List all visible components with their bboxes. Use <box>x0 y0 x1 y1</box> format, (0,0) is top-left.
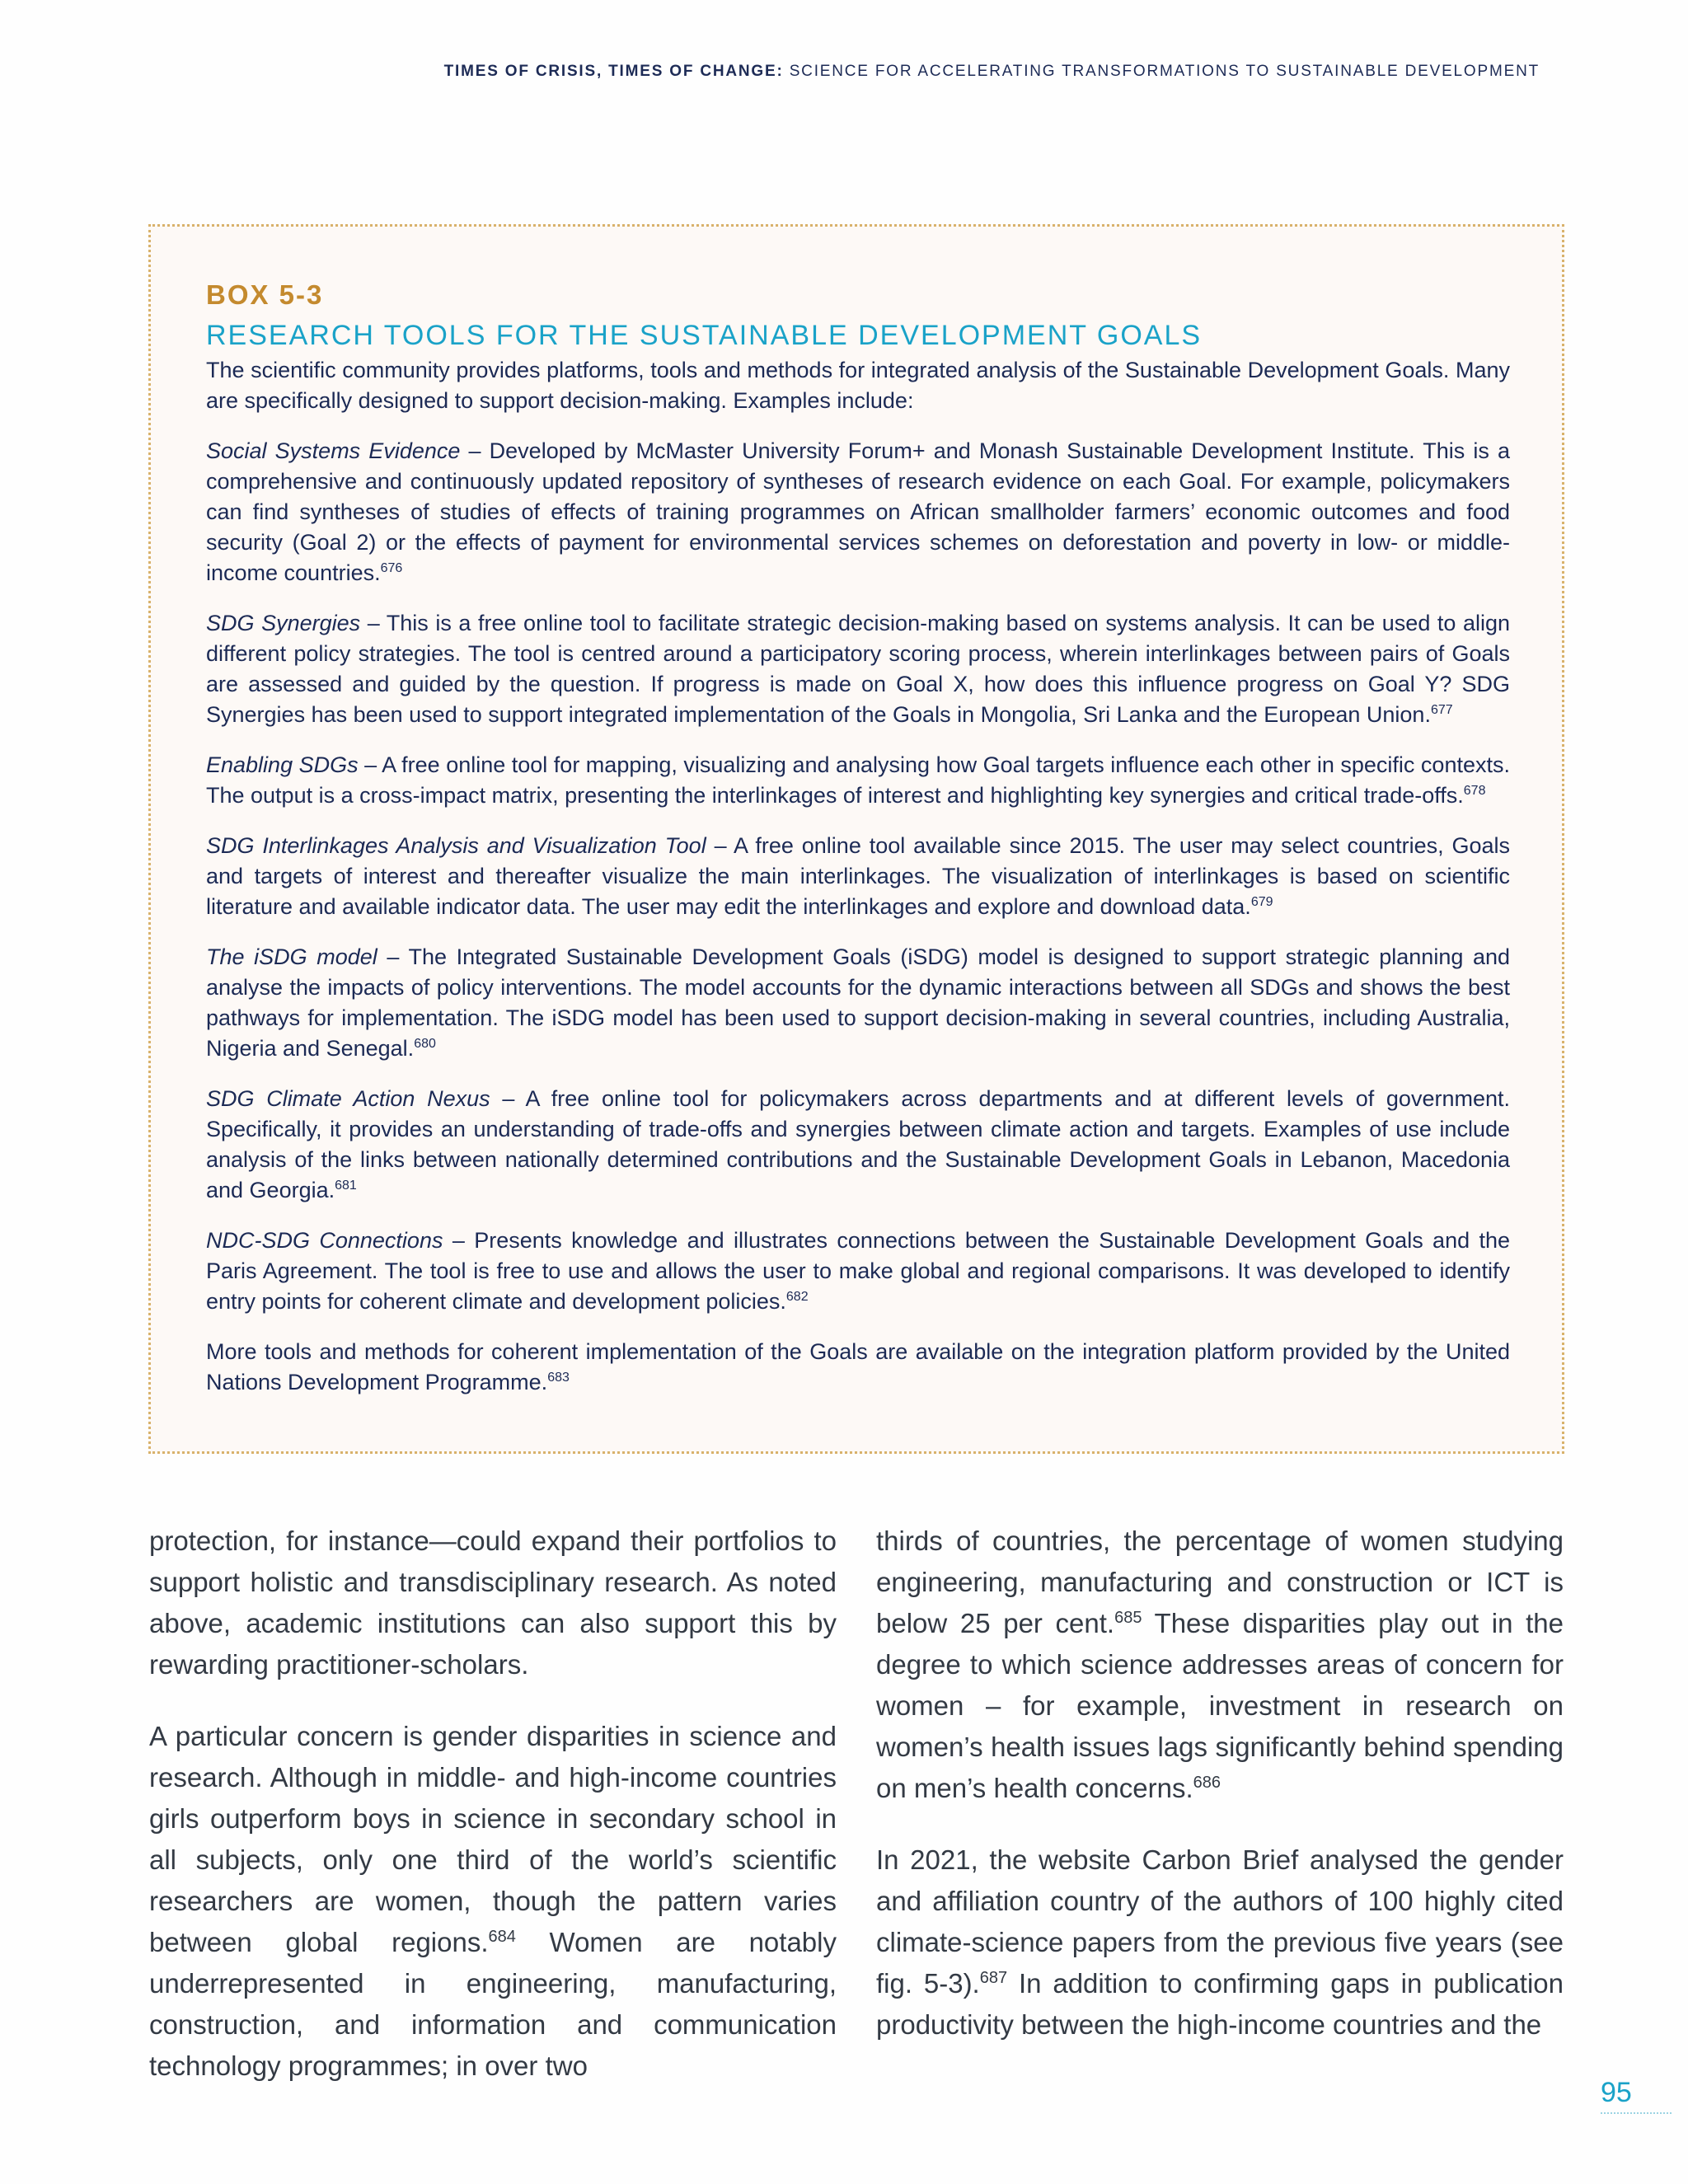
tool-entry-isdg-model <box>206 942 1510 1064</box>
body-text: In addition to confirming gaps in publication productivity between the high-income countries and the <box>876 1968 1564 2040</box>
tool-description: – This is a free online tool to facilitate strategic decision-making based on systems analysis. It can be used to align different policy strategies. The tool is centred around a participatory scoring process, wherein interlinkages between pairs of Goals are assessed and guided by the question. If progress is made on Goal X, how does this influence progress on Goal Y? SDG Synergies has been used to support integrated implementation of the Goals in Mongolia, Sri Lanka and the European Union. <box>206 611 1511 727</box>
tool-description: – A free online tool available since 2015. The user may select countries, Goals and targets of interest and thereafter visualize the main interlinkages. The visualization of interlinkages is based on scientific literature and available indicator data. The user may edit the interlinkages and explore and download data. <box>206 833 1510 919</box>
body-text: These disparities play out in the degree to which science addresses areas of concern for women – for example, investment in research on women’s health issues lags significantly behind spending on men’s health concerns. <box>876 1608 1564 1803</box>
tool-name: NDC-SDG Connections <box>206 1228 443 1253</box>
footnote-ref: 683 <box>547 1371 570 1385</box>
box-closing <box>206 1337 1510 1398</box>
tool-entry-sdg-interlinkages <box>206 831 1510 922</box>
footnote-ref: 686 <box>1193 1774 1221 1792</box>
footnote-ref: 682 <box>785 1290 809 1304</box>
footnote-ref: 687 <box>979 1969 1008 1987</box>
tool-description: – Presents knowledge and illustrates connections between the Sustainable Development Goals and the Paris Agreement. The tool is free to use and allows the user to make global and regional comparisons. It was developed to identify entry points for coherent climate and development policies. <box>206 1228 1511 1314</box>
tool-name: SDG Interlinkages Analysis and Visualization Tool <box>206 833 706 858</box>
body-paragraph <box>876 1840 1564 2046</box>
tool-name: Social Systems Evidence <box>206 438 461 463</box>
body-paragraph <box>149 1716 837 2087</box>
box-5-3 <box>148 224 1564 1454</box>
header-series-title: TIMES OF CRISIS, TIMES OF CHANGE: <box>443 63 784 80</box>
body-column-left <box>149 1521 837 2087</box>
box-content <box>206 278 1510 1398</box>
tool-name: SDG Climate Action Nexus <box>206 1086 490 1111</box>
body-text: Women are notably underrepresented in engineering, manufacturing, construction, and information and communication technology programmes; in over two <box>149 1927 837 2081</box>
closing-text: More tools and methods for coherent implementation of the Goals are available on the integration platform provided by the United Nations Development Programme. <box>206 1339 1510 1394</box>
tool-name: SDG Synergies <box>206 611 361 635</box>
body-text: A particular concern is gender disparities in science and research. Although in middle- and high-income countries girls outperform boys in science in secondary school in all subjects, only one third of the world’s scientific researchers are women, though the pattern varies between global regions. <box>149 1721 837 1957</box>
tool-description: – Developed by McMaster University Forum+ and Monash Sustainable Development Institute. This is a comprehensive and continuously updated repository of syntheses of research evidence on each Goal. For example, policymakers can find syntheses of studies of effects of training programmes on African smallholder farmers’ economic outcomes and food security (Goal 2) or the effects of payment for environmental services schemes on deforestation and poverty in low- or middle-income countries. <box>206 438 1510 585</box>
footnote-ref: 680 <box>414 1037 436 1051</box>
body-text: In 2021, the website Carbon Brief analysed the gender and affiliation country of the authors of 100 highly cited climate-science papers from the previous five years (see fig. 5-3). <box>876 1844 1564 1999</box>
tool-entry-sdg-synergies <box>206 608 1510 730</box>
header-report-title: SCIENCE FOR ACCELERATING TRANSFORMATIONS TO SUSTAINABLE DEVELOPMENT <box>789 63 1540 80</box>
tool-description: – A free online tool for policymakers across departments and at different levels of government. Specifically, it provides an understanding of trade-offs and synergies between climate action and targets. Examples of use include analysis of the links between nationally determined contributions and the Sustainable Development Goals in Lebanon, Macedonia and Georgia. <box>206 1086 1510 1202</box>
footnote-ref: 684 <box>488 1928 516 1946</box>
body-paragraph: protection, for instance—could expand their portfolios to support holistic and transdisciplinary research. As noted above, academic institutions can also support this by rewarding practitioner-scholars. <box>149 1526 837 1680</box>
box-intro: The scientific community provides platforms, tools and methods for integrated analysis of the Sustainable Development Goals. Many are specifically designed to support decision-making. Examples include: <box>206 358 1510 413</box>
tool-name: The iSDG model <box>206 944 377 969</box>
box-title: RESEARCH TOOLS FOR THE SUSTAINABLE DEVELOPMENT GOALS <box>206 320 1203 351</box>
tool-entry-ndc-sdg-connections <box>206 1226 1510 1317</box>
body-paragraph <box>876 1521 1564 1809</box>
tool-description: – The Integrated Sustainable Development Goals (iSDG) model is designed to support strategic planning and analyse the impacts of policy interventions. The model accounts for the dynamic interactions between all SDGs and shows the best pathways for implementation. The iSDG model has been used to support decision-making in several countries, including Australia, Nigeria and Senegal. <box>206 944 1510 1061</box>
tool-entry-enabling-sdgs <box>206 750 1510 811</box>
footnote-ref: 678 <box>1463 784 1486 798</box>
body-column-right <box>876 1521 1564 2046</box>
footnote-ref: 679 <box>1250 895 1273 909</box>
page-number: 95 <box>1601 2074 1672 2114</box>
tool-description: – A free online tool for mapping, visualizing and analysing how Goal targets influence each other in specific contexts. The output is a cross-impact matrix, presenting the interlinkages of interest and highlighting key synergies and critical trade-offs. <box>206 752 1510 808</box>
tool-entry-social-systems-evidence <box>206 436 1510 588</box>
tool-name: Enabling SDGs <box>206 752 359 777</box>
box-label: BOX 5-3 <box>206 279 324 310</box>
running-header <box>0 63 1540 81</box>
tool-entry-sdg-climate-action-nexus <box>206 1084 1510 1206</box>
body-text: thirds of countries, the percentage of women studying engineering, manufacturing and construction or ICT is below 25 per cent. <box>876 1526 1564 1638</box>
footnote-ref: 677 <box>1430 703 1453 717</box>
footnote-ref: 685 <box>1114 1609 1142 1627</box>
footnote-ref: 676 <box>380 561 403 575</box>
footnote-ref: 681 <box>335 1179 357 1193</box>
